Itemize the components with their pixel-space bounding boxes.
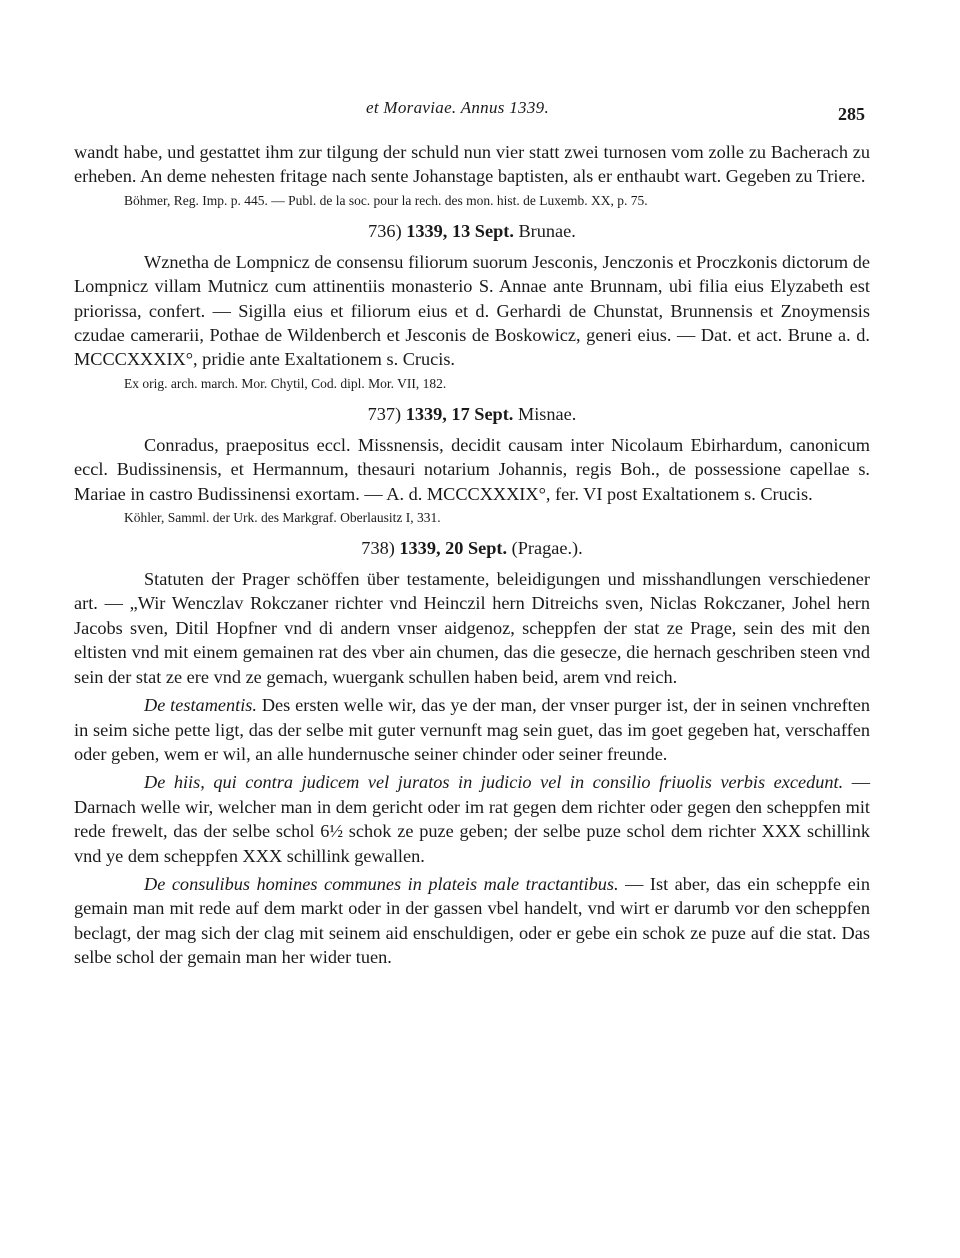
entry-number: 737) xyxy=(367,403,402,424)
entry-number: 736) xyxy=(368,220,402,241)
entry-place: Brunae. xyxy=(518,220,576,241)
entry-736-source: Ex orig. arch. march. Mor. Chytil, Cod. dipl. Mor. VII, 182. xyxy=(124,375,447,391)
section-testamentis xyxy=(74,693,870,766)
entry-number: 738) xyxy=(361,538,395,559)
section-text: — Ist aber, das ein scheppfe ein gemain man mit rede auf dem markt oder in der gassen vbel handelt, vnd wirt er darumb vor den scheppfen beclagt, der mag sich der clag mit seinem aid enschuldigen, oder er gebe ein schok ze puze auf die stat. Das selbe schol der gemain man her wider tuen. xyxy=(74,873,870,968)
entry-date: 1339, 20 Sept. xyxy=(399,538,508,559)
entry-736-text: Wznetha de Lompnicz de consensu filiorum suorum Jesconis, Jenczonis et Proczkonis dictorum de Lompnicz villam Mutnicz cum attinentiis monasterio S. Annae ante Brunnam, ubi filia eius Elyzabeth est priorissa, confert. — Sigilla eius et filiorum eius et d. Gerhardi de Chunstat, Brunnensis et Znoymensis czudae camerarii, Pothae de Wildenberch et Jesconis de Boskowicz, generi eius. — Dat. et act. Brune a. d. MCCCXXXIX°, pridie ante Exaltationem s. Crucis. xyxy=(74,251,870,370)
entry-738-intro: Statuten der Prager schöffen über testamente, beleidigungen und misshandlungen verschiedener art. — „Wir Wenczlav Rokczaner richter vnd Heinczil hern Ditreichs sven, Niclas Rokczaner, Johel hern Jacobs sven, Ditil Hopfner vnd di andern vnser aidgenoz, scheppfen der stat ze Prage, sein des mit den eltisten vnd mit einem gemainen rat des vber ain chumen, das die gesecze, die hernach geschriben steen vnd sein der stat ze ere vnd ze gemach, wuergank schullen haben beid, arem vnd reich. xyxy=(74,569,870,687)
section-judicem xyxy=(74,770,870,868)
entry-737-source: Köhler, Samml. der Urk. des Markgraf. Oberlausitz I, 331. xyxy=(124,510,441,526)
entry-737-text: Conradus, praepositus eccl. Missnensis, decidit causam inter Nicolaum Ebirhardum, canonicum eccl. Budissinensis, et Hermannum, thesauri notarium Johannis, regis Boh., de possessione capellae s. Mariae in castro Budissinensi exortam. — A. d. MCCCXXXIX°, fer. VI post Exaltationem s. Crucis. xyxy=(74,434,870,504)
page-header xyxy=(0,98,960,124)
section-heading: De hiis, qui contra judicem vel juratos in judicio vel in consilio friuolis verbis excedunt. xyxy=(144,772,844,793)
section-heading: De testamentis. xyxy=(144,695,257,716)
section-consulibus xyxy=(74,872,870,970)
entry-place: (Pragae.). xyxy=(511,538,583,559)
page-body xyxy=(74,140,870,970)
continuation-source: Böhmer, Reg. Imp. p. 445. — Publ. de la soc. pour la rech. des mon. hist. de Luxemb. XX, p. 75. xyxy=(124,192,648,208)
section-text: — Darnach welle wir, welcher man in dem gericht oder im rat gegen dem richter oder gegen den scheppfen mit rede frewelt, das der selbe schol 6½ schok ze puze geben; der selbe puze schol dem richter XXX schillink vnd ye dem scheppfen XXX schillink gewallen. xyxy=(74,772,870,866)
section-text: Des ersten welle wir, das ye der man, der vnser purger ist, der in seinen vnchreften in seim siche pette ligt, das der selbe mit guter vernunft mag sein guet, das im goet gegeben hat, verschaffen oder geben, wem er wil, an alle hundernusche seiner chinder oder seiner freunde. xyxy=(74,695,871,764)
page-number: 285 xyxy=(838,104,865,124)
section-heading: De consulibus homines communes in plateis male tractantibus. xyxy=(144,873,619,894)
entry-place: Misnae. xyxy=(517,403,577,424)
running-title: et Moraviae. Annus 1339. xyxy=(366,98,550,117)
entry-738-heading xyxy=(74,538,870,559)
entry-date: 1339, 17 Sept. xyxy=(405,403,514,424)
entry-736-heading xyxy=(74,221,870,242)
entry-737-heading xyxy=(74,404,870,425)
continuation-text: wandt habe, und gestattet ihm zur tilgung der schuld nun vier statt zwei turnosen vom zolle zu Bacherach zu erheben. An deme nehesten fritage nach sente Johanstage baptisten, als er enthaubt wart. Gegeben zu Triere. xyxy=(74,142,870,187)
entry-date: 1339, 13 Sept. xyxy=(406,220,514,241)
